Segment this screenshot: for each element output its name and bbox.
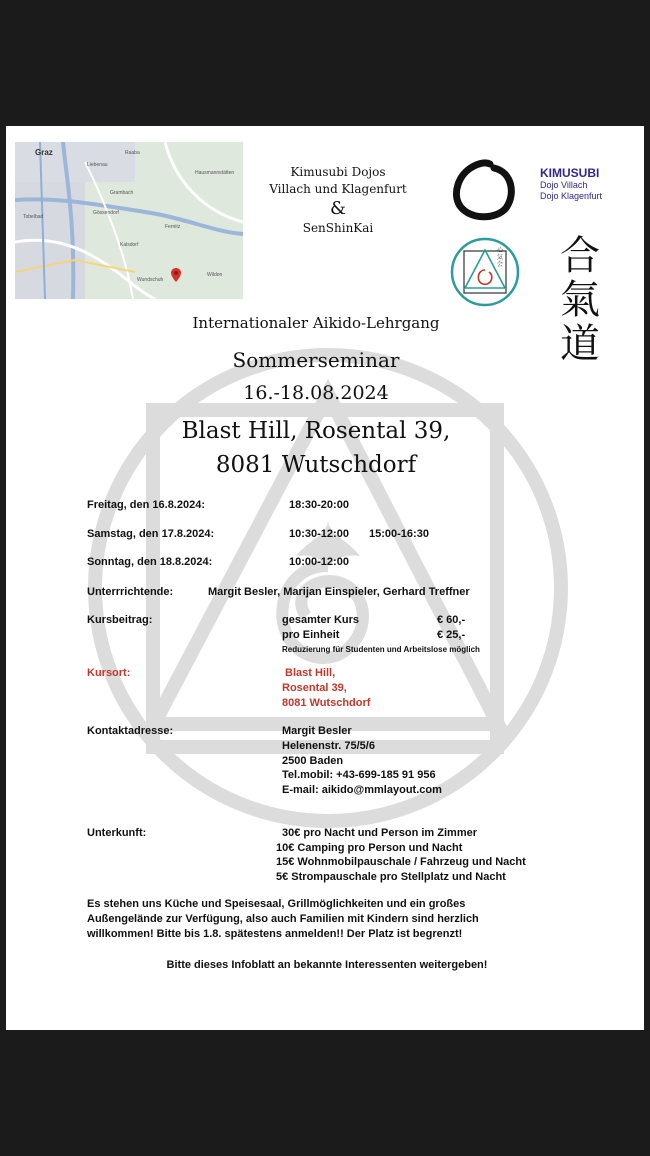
venue-line: Blast Hill, Rosental 39, <box>181 418 451 444</box>
senshinkai-logo-glyphs: 心気会 <box>497 248 504 268</box>
ampersand: & <box>329 198 347 219</box>
instructors-label: Unterrrichtende: <box>87 586 174 598</box>
seminar-subtitle: Internationaler Aikido-Lehrgang <box>192 314 440 332</box>
seminar-dates: 16.-18.08.2024 <box>243 382 389 404</box>
organizer-block <box>258 164 418 237</box>
kimusubi-logo-title: KIMUSUBI <box>540 166 600 180</box>
fee-item: pro Einheit <box>282 629 340 641</box>
kimusubi-logo <box>540 166 640 202</box>
fee-item: gesamter Kurs <box>282 614 360 626</box>
map-label: Fernitz <box>165 224 181 230</box>
accommodation-line: 10€ Camping pro Person und Nacht <box>276 842 463 854</box>
map-label: Gössendorf <box>93 210 119 216</box>
seminar-title: Sommerseminar <box>232 348 400 372</box>
accommodation-line: 30€ pro Nacht und Person im Zimmer <box>282 827 477 839</box>
venue-line: 8081 Wutschdorf <box>215 452 417 478</box>
schedule-time: 15:00-16:30 <box>369 528 429 540</box>
contact-phone: Tel.mobil: +43-699-185 91 956 <box>282 769 436 781</box>
fee-note: Reduzierung für Studenten und Arbeitslose möglich <box>282 645 480 654</box>
info-line: Außengelände zur Verfügung, also auch Familien mit Kindern sind herzlich <box>87 913 479 925</box>
map-label: Hausmannstätten <box>195 170 235 176</box>
contact-label: Kontaktadresse: <box>87 725 174 737</box>
fee-label: Kursbeitrag: <box>87 614 153 626</box>
kanji-char: 氣 <box>560 277 600 323</box>
map-pin-icon[interactable] <box>171 268 181 282</box>
organizer-line: Kimusubi Dojos <box>290 165 386 179</box>
location-line: Rosental 39, <box>282 682 347 694</box>
contact-email: E-mail: aikido@mmlayout.com <box>282 784 442 796</box>
kimusubi-logo-line: Dojo Villach <box>540 180 588 190</box>
contact-name: Margit Besler <box>282 725 352 737</box>
fee-price: € 25,- <box>437 629 466 641</box>
schedule-day: Freitag, den 16.8.2024: <box>87 499 205 511</box>
location-line: Blast Hill, <box>285 667 336 679</box>
schedule-day: Samstag, den 17.8.2024: <box>87 528 215 540</box>
map-label: Graz <box>35 148 53 157</box>
aikido-kanji <box>552 234 608 366</box>
flyer-page <box>6 126 644 1030</box>
organizer-line: Villach und Klagenfurt <box>269 182 407 196</box>
fee-price: € 60,- <box>437 614 466 626</box>
kanji-char: 道 <box>560 321 600 367</box>
contact-city: 2500 Baden <box>282 755 344 767</box>
accommodation-label: Unterkunft: <box>87 827 147 839</box>
map-label: Raaba <box>125 150 140 156</box>
info-line: Es stehen uns Küche und Speisesaal, Grillmöglichkeiten und ein großes <box>87 898 466 910</box>
location-label: Kursort: <box>87 667 131 679</box>
schedule-time: 10:30-12:00 <box>289 528 349 540</box>
accommodation-line: 15€ Wohnmobilpauschale / Fahrzeug und Nacht <box>276 856 526 868</box>
map-label: Wildon <box>207 272 223 278</box>
instructors-names: Margit Besler, Marijan Einspieler, Gerhard Treffner <box>208 586 470 598</box>
location-line: 8081 Wutschdorf <box>282 697 371 709</box>
location-map[interactable] <box>15 142 243 299</box>
enso-icon <box>450 156 522 224</box>
footer-note: Bitte dieses Infoblatt an bekannte Interessenten weitergeben! <box>166 959 488 971</box>
map-label: Grambach <box>110 190 134 196</box>
schedule-time: 10:00-12:00 <box>289 556 349 568</box>
organizer-line: SenShinKai <box>302 221 374 235</box>
kanji-char: 合 <box>560 233 600 279</box>
map-label: Kalsdorf <box>120 242 139 248</box>
kimusubi-logo-line: Dojo Klagenfurt <box>540 191 603 201</box>
map-label: Liebenau <box>87 162 108 168</box>
accommodation-line: 5€ Strompauschale pro Stellplatz und Nacht <box>276 871 506 883</box>
map-label: Tobelbad <box>23 214 44 220</box>
contact-street: Helenenstr. 75/5/6 <box>282 740 375 752</box>
schedule-time: 18:30-20:00 <box>289 499 349 511</box>
map-label: Wundschuh <box>137 277 164 283</box>
senshinkai-logo-icon <box>449 236 521 308</box>
info-line: willkommen! Bitte bis 1.8. spätestens anmelden!! Der Platz ist begrenzt! <box>87 928 463 940</box>
schedule-day: Sonntag, den 18.8.2024: <box>87 556 213 568</box>
